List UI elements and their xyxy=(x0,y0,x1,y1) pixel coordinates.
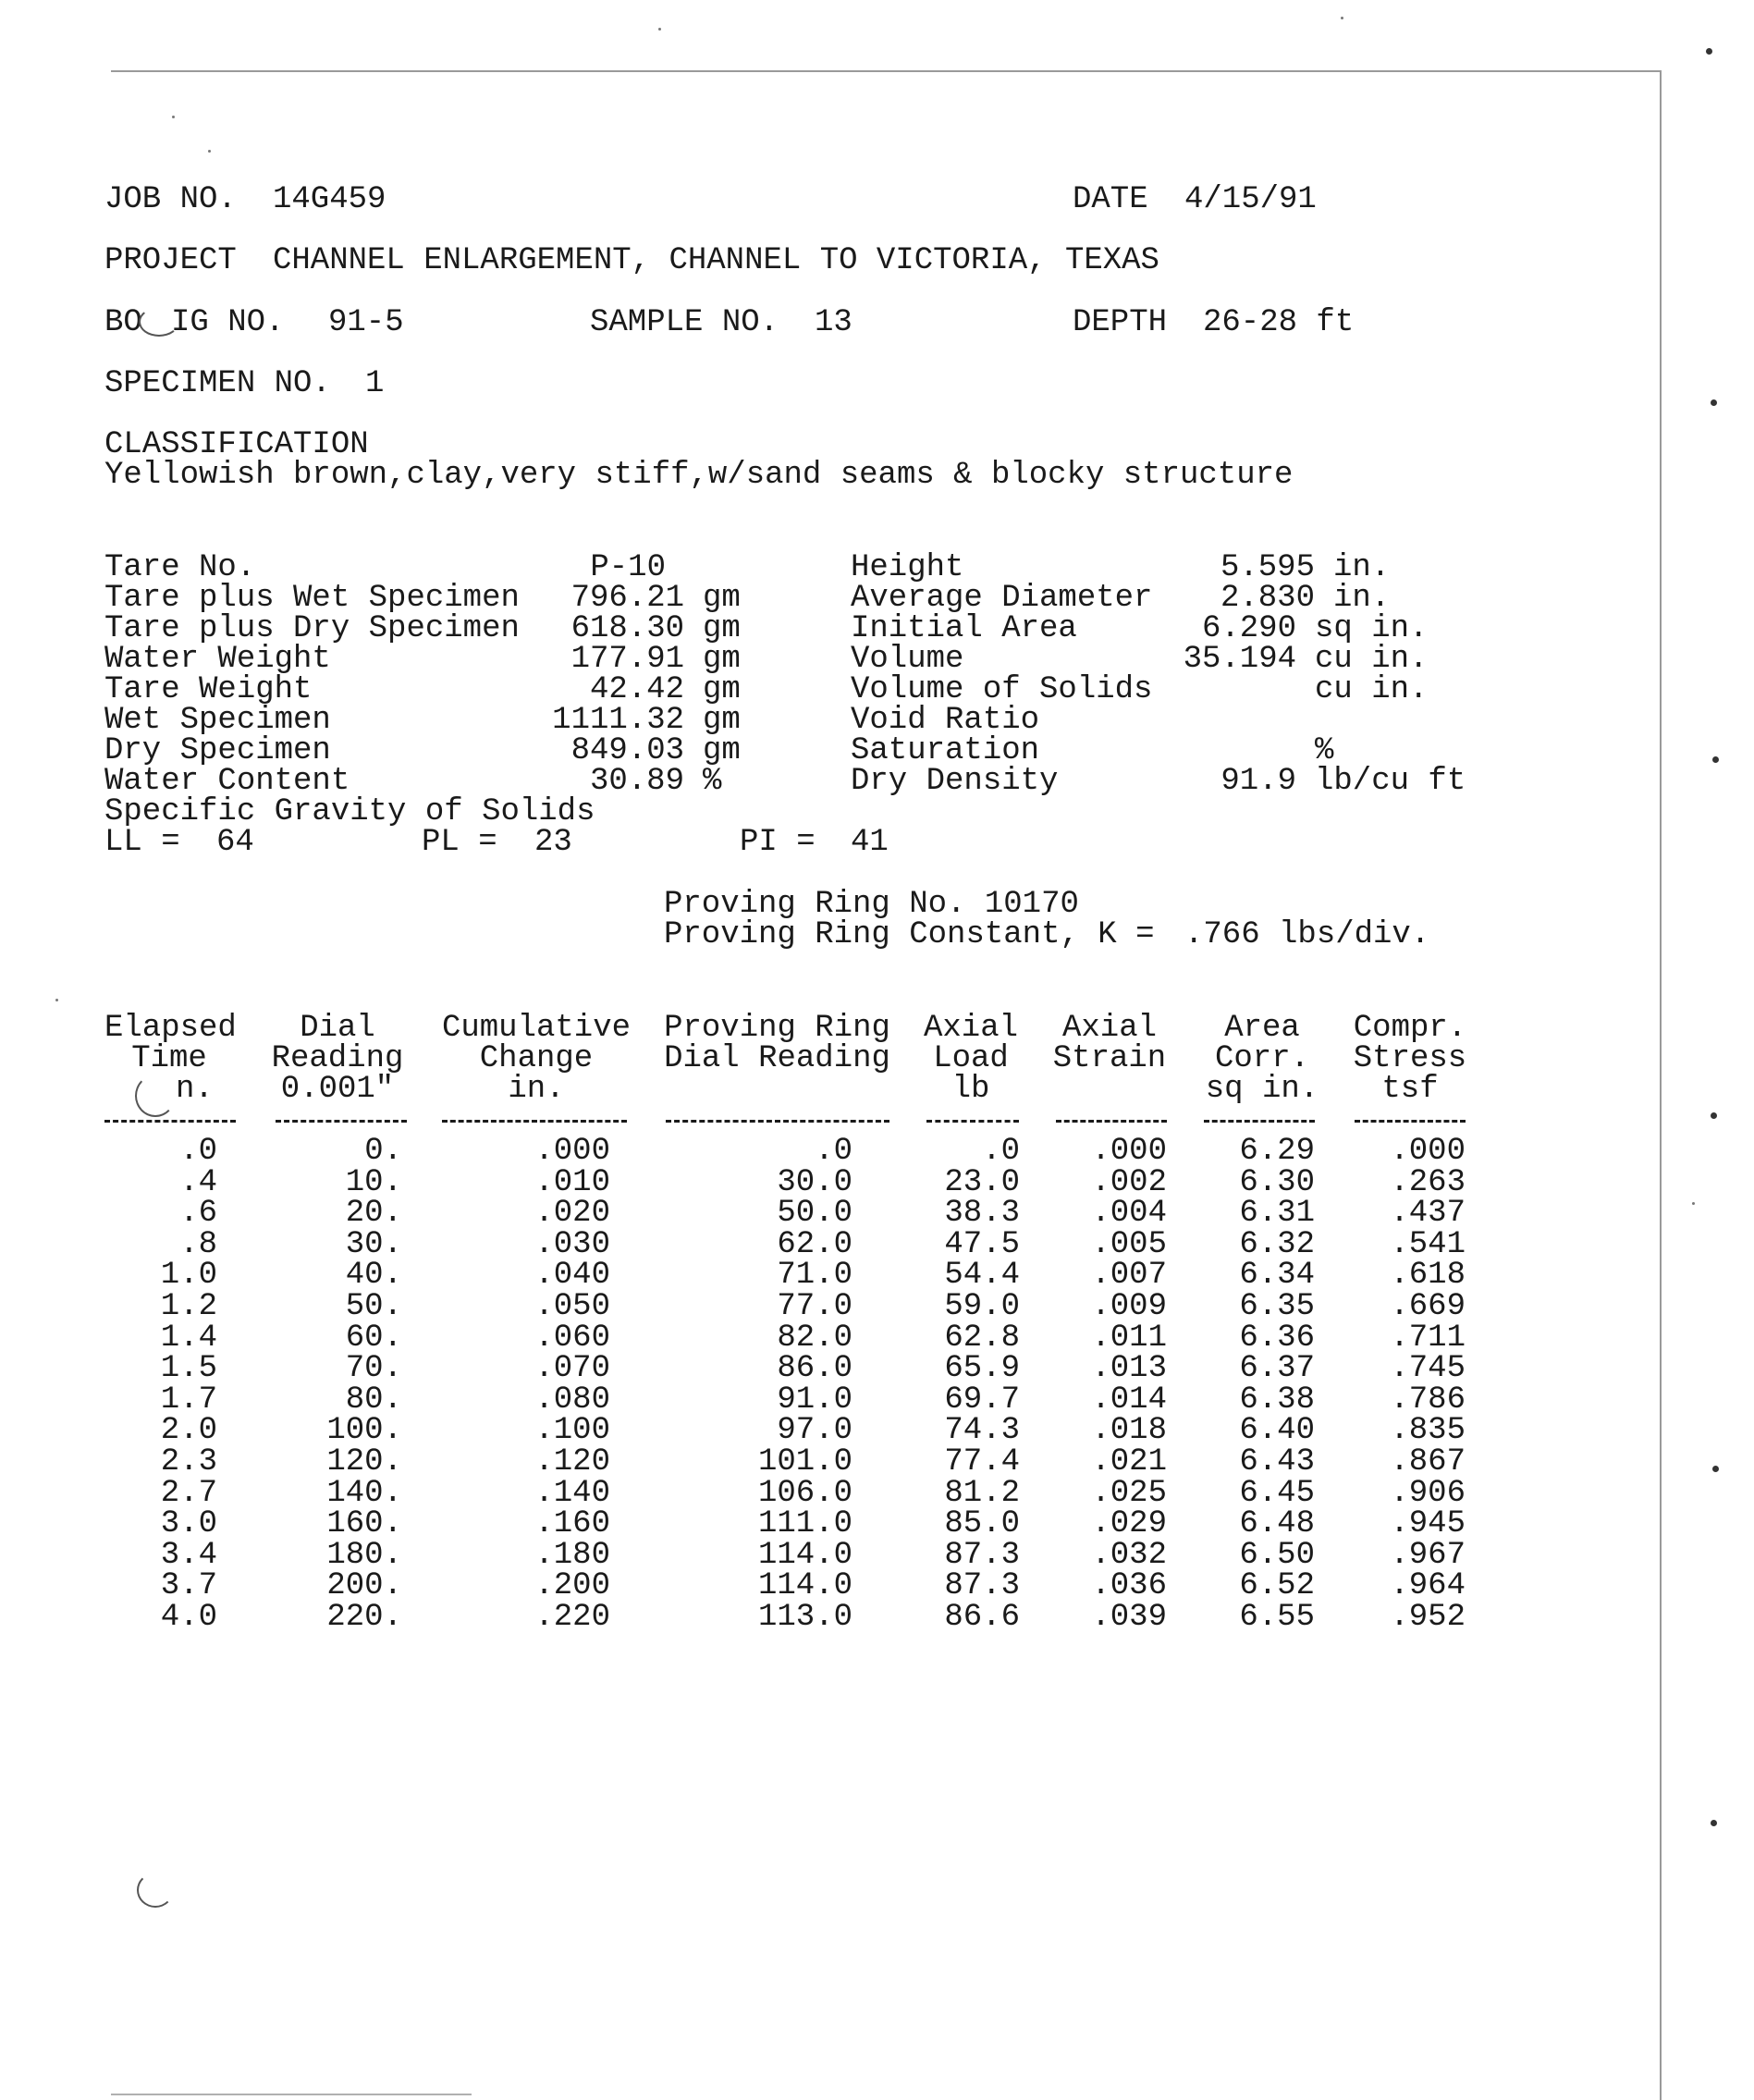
cell-elapsed-time: 2.7 xyxy=(160,1476,217,1511)
cell-cumulative-change: .180 xyxy=(534,1538,610,1573)
cell-area-corr: 6.29 xyxy=(1239,1134,1315,1169)
pl-label: PL = xyxy=(422,825,497,860)
cell-axial-load: .0 xyxy=(982,1134,1020,1169)
specific-gravity-label: Specific Gravity of Solids xyxy=(104,794,595,829)
cell-compr-stress: .786 xyxy=(1390,1382,1466,1418)
cell-compr-stress: .952 xyxy=(1390,1600,1466,1635)
property-value: 2.830 xyxy=(1220,581,1315,616)
header-rule xyxy=(1204,1120,1315,1123)
cell-proving-ring-reading: 101.0 xyxy=(757,1444,852,1480)
cell-compr-stress: .669 xyxy=(1390,1289,1466,1324)
cell-dial-reading: 50. xyxy=(345,1289,402,1324)
cell-proving-ring-reading: 82.0 xyxy=(777,1320,852,1356)
cell-compr-stress: .906 xyxy=(1390,1476,1466,1511)
cell-axial-strain: .014 xyxy=(1091,1382,1167,1418)
column-header-dial-reading: Dial xyxy=(300,1011,375,1046)
property-unit: gm xyxy=(703,581,741,616)
cell-cumulative-change: .070 xyxy=(534,1351,610,1386)
cell-proving-ring-reading: 114.0 xyxy=(757,1538,852,1573)
cell-area-corr: 6.45 xyxy=(1239,1476,1315,1511)
cell-cumulative-change: .100 xyxy=(534,1413,610,1448)
cell-cumulative-change: .030 xyxy=(534,1227,610,1262)
cell-axial-load: 47.5 xyxy=(944,1227,1020,1262)
cell-axial-load: 69.7 xyxy=(944,1382,1020,1418)
property-label: Tare No. xyxy=(104,550,256,585)
property-unit: in. xyxy=(1333,581,1391,616)
cell-elapsed-time: 3.0 xyxy=(160,1506,217,1541)
property-label: Volume xyxy=(851,642,964,677)
scan-speck xyxy=(1711,1820,1717,1826)
specimen-value: 1 xyxy=(365,366,385,401)
cell-proving-ring-reading: 106.0 xyxy=(757,1476,852,1511)
cell-elapsed-time: .8 xyxy=(179,1227,217,1262)
cell-dial-reading: 70. xyxy=(345,1351,402,1386)
property-value: 796.21 xyxy=(570,581,684,616)
cell-axial-load: 74.3 xyxy=(944,1413,1020,1448)
cell-axial-strain: .000 xyxy=(1091,1134,1167,1169)
column-header-cumulative-change: in. xyxy=(508,1072,565,1107)
header-rule xyxy=(926,1120,1019,1123)
cell-axial-strain: .039 xyxy=(1091,1600,1167,1635)
scan-smudge xyxy=(137,1873,174,1908)
depth-value: 26-28 ft xyxy=(1203,305,1355,340)
scan-speck xyxy=(1692,1202,1695,1205)
cell-cumulative-change: .040 xyxy=(534,1258,610,1293)
page-border-bottom xyxy=(111,2094,472,2095)
cell-axial-load: 62.8 xyxy=(944,1320,1020,1356)
cell-dial-reading: 220. xyxy=(326,1600,402,1635)
scan-speck xyxy=(658,28,661,31)
property-unit: in. xyxy=(1333,550,1391,585)
property-value: 1111.32 xyxy=(552,703,684,738)
cell-compr-stress: .618 xyxy=(1390,1258,1466,1293)
project-value: CHANNEL ENLARGEMENT, CHANNEL TO VICTORIA, TEXAS xyxy=(273,243,1159,278)
cell-area-corr: 6.30 xyxy=(1239,1165,1315,1200)
scan-speck xyxy=(1341,17,1343,19)
cell-axial-strain: .036 xyxy=(1091,1568,1167,1603)
cell-area-corr: 6.38 xyxy=(1239,1382,1315,1418)
cell-axial-strain: .029 xyxy=(1091,1506,1167,1541)
column-header-elapsed-time: n. xyxy=(176,1072,214,1107)
cell-proving-ring-reading: 86.0 xyxy=(777,1351,852,1386)
column-header-area-corr: Area xyxy=(1224,1011,1300,1046)
specimen-label: SPECIMEN NO. xyxy=(104,366,331,401)
cell-area-corr: 6.50 xyxy=(1239,1538,1315,1573)
pi-label: PI = xyxy=(740,825,816,860)
property-unit: cu in. xyxy=(1315,642,1429,677)
property-unit: sq in. xyxy=(1315,611,1429,646)
project-label: PROJECT xyxy=(104,243,237,278)
cell-compr-stress: .541 xyxy=(1390,1227,1466,1262)
cell-compr-stress: .745 xyxy=(1390,1351,1466,1386)
cell-dial-reading: 160. xyxy=(326,1506,402,1541)
cell-compr-stress: .711 xyxy=(1390,1320,1466,1356)
date-label: DATE xyxy=(1073,182,1148,217)
classification-value: Yellowish brown,clay,very stiff,w/sand seams & blocky structure xyxy=(104,458,1294,493)
cell-elapsed-time: 3.7 xyxy=(160,1568,217,1603)
cell-proving-ring-reading: 97.0 xyxy=(777,1413,852,1448)
property-label: Saturation xyxy=(851,733,1040,768)
cell-axial-load: 87.3 xyxy=(944,1568,1020,1603)
header-rule xyxy=(442,1120,627,1123)
property-value: 5.595 xyxy=(1220,550,1315,585)
cell-cumulative-change: .060 xyxy=(534,1320,610,1356)
proving-ring-number: Proving Ring No. 10170 xyxy=(664,887,1079,922)
cell-axial-strain: .005 xyxy=(1091,1227,1167,1262)
property-label: Water Weight xyxy=(104,642,331,677)
property-value: P-10 xyxy=(590,550,666,585)
column-header-axial-strain: Strain xyxy=(1052,1041,1167,1076)
column-header-axial-load: Load xyxy=(933,1041,1009,1076)
proving-ring-constant-label: Proving Ring Constant, K = xyxy=(664,917,1155,952)
cell-area-corr: 6.35 xyxy=(1239,1289,1315,1324)
property-unit: cu in. xyxy=(1315,672,1429,707)
header-rule xyxy=(666,1120,889,1123)
cell-compr-stress: .437 xyxy=(1390,1196,1466,1231)
cell-axial-strain: .011 xyxy=(1091,1320,1167,1356)
cell-compr-stress: .835 xyxy=(1390,1413,1466,1448)
column-header-compr-stress: tsf xyxy=(1381,1072,1439,1107)
cell-dial-reading: 180. xyxy=(326,1538,402,1573)
cell-area-corr: 6.36 xyxy=(1239,1320,1315,1356)
sample-value: 13 xyxy=(815,305,852,340)
cell-area-corr: 6.32 xyxy=(1239,1227,1315,1262)
column-header-axial-strain: Axial xyxy=(1061,1011,1158,1046)
scan-speck xyxy=(55,999,58,1001)
cell-area-corr: 6.48 xyxy=(1239,1506,1315,1541)
cell-axial-strain: .018 xyxy=(1091,1413,1167,1448)
property-unit: gm xyxy=(703,611,741,646)
column-header-proving-ring: Dial Reading xyxy=(664,1041,890,1076)
column-header-area-corr: sq in. xyxy=(1205,1072,1319,1107)
cell-proving-ring-reading: 111.0 xyxy=(757,1506,852,1541)
cell-elapsed-time: 3.4 xyxy=(160,1538,217,1573)
column-header-axial-load: Axial xyxy=(923,1011,1019,1046)
cell-area-corr: 6.55 xyxy=(1239,1600,1315,1635)
header-smudge xyxy=(135,1075,176,1117)
cell-dial-reading: 120. xyxy=(326,1444,402,1480)
column-header-compr-stress: Stress xyxy=(1353,1041,1467,1076)
cell-axial-load: 23.0 xyxy=(944,1165,1020,1200)
cell-axial-strain: .025 xyxy=(1091,1476,1167,1511)
scan-speck xyxy=(172,116,175,118)
cell-area-corr: 6.40 xyxy=(1239,1413,1315,1448)
cell-compr-stress: .000 xyxy=(1390,1134,1466,1169)
cell-proving-ring-reading: .0 xyxy=(815,1134,852,1169)
cell-compr-stress: .967 xyxy=(1390,1538,1466,1573)
column-header-cumulative-change: Change xyxy=(479,1041,594,1076)
boring-label-start: BO xyxy=(104,305,142,340)
cell-proving-ring-reading: 77.0 xyxy=(777,1289,852,1324)
cell-area-corr: 6.37 xyxy=(1239,1351,1315,1386)
property-label: Volume of Solids xyxy=(851,672,1153,707)
cell-elapsed-time: 4.0 xyxy=(160,1600,217,1635)
cell-axial-strain: .009 xyxy=(1091,1289,1167,1324)
column-header-elapsed-time: Time xyxy=(131,1041,207,1076)
cell-elapsed-time: 1.5 xyxy=(160,1351,217,1386)
cell-proving-ring-reading: 71.0 xyxy=(777,1258,852,1293)
cell-cumulative-change: .160 xyxy=(534,1506,610,1541)
boring-label-end: IG NO. xyxy=(171,305,285,340)
classification-label: CLASSIFICATION xyxy=(104,427,369,462)
scan-speck xyxy=(1711,399,1717,406)
header-rule xyxy=(104,1120,236,1123)
ll-value: 64 xyxy=(216,825,254,860)
scan-speck xyxy=(208,150,211,153)
scan-speck xyxy=(1711,1112,1717,1119)
cell-proving-ring-reading: 50.0 xyxy=(777,1196,852,1231)
cell-area-corr: 6.31 xyxy=(1239,1196,1315,1231)
property-label: Water Content xyxy=(104,764,350,799)
cell-axial-strain: .021 xyxy=(1091,1444,1167,1480)
cell-dial-reading: 20. xyxy=(345,1196,402,1231)
cell-elapsed-time: 2.3 xyxy=(160,1444,217,1480)
property-unit: gm xyxy=(703,642,741,677)
pi-value: 41 xyxy=(851,825,889,860)
ll-label: LL = xyxy=(104,825,180,860)
cell-axial-load: 77.4 xyxy=(944,1444,1020,1480)
column-header-proving-ring: Proving Ring xyxy=(664,1011,890,1046)
cell-compr-stress: .964 xyxy=(1390,1568,1466,1603)
property-label: Tare Weight xyxy=(104,672,313,707)
cell-proving-ring-reading: 30.0 xyxy=(777,1165,852,1200)
property-label: Dry Specimen xyxy=(104,733,331,768)
pl-value: 23 xyxy=(534,825,572,860)
cell-axial-load: 87.3 xyxy=(944,1538,1020,1573)
cell-proving-ring-reading: 113.0 xyxy=(757,1600,852,1635)
cell-elapsed-time: .4 xyxy=(179,1165,217,1200)
cell-cumulative-change: .220 xyxy=(534,1600,610,1635)
cell-dial-reading: 30. xyxy=(345,1227,402,1262)
property-label: Initial Area xyxy=(851,611,1077,646)
depth-label: DEPTH xyxy=(1073,305,1168,340)
cell-axial-load: 86.6 xyxy=(944,1600,1020,1635)
scan-speck xyxy=(1706,48,1712,55)
cell-elapsed-time: .6 xyxy=(179,1196,217,1231)
cell-axial-strain: .002 xyxy=(1091,1165,1167,1200)
property-label: Void Ratio xyxy=(851,703,1040,738)
property-value: 177.91 xyxy=(570,642,684,677)
cell-proving-ring-reading: 62.0 xyxy=(777,1227,852,1262)
property-unit: lb/cu ft xyxy=(1315,764,1466,799)
property-unit: gm xyxy=(703,703,741,738)
property-value: 35.194 xyxy=(1183,642,1296,677)
scan-speck xyxy=(1712,756,1719,763)
cell-axial-load: 85.0 xyxy=(944,1506,1020,1541)
cell-cumulative-change: .120 xyxy=(534,1444,610,1480)
cell-cumulative-change: .010 xyxy=(534,1165,610,1200)
property-label: Dry Density xyxy=(851,764,1059,799)
cell-cumulative-change: .020 xyxy=(534,1196,610,1231)
cell-cumulative-change: .050 xyxy=(534,1289,610,1324)
cell-dial-reading: 100. xyxy=(326,1413,402,1448)
cell-axial-load: 38.3 xyxy=(944,1196,1020,1231)
column-header-axial-load: lb xyxy=(951,1072,990,1107)
property-label: Wet Specimen xyxy=(104,703,331,738)
property-value: 849.03 xyxy=(570,733,684,768)
scan-speck xyxy=(1712,1466,1719,1472)
cell-dial-reading: 140. xyxy=(326,1476,402,1511)
column-header-dial-reading: 0.001" xyxy=(280,1072,395,1107)
cell-axial-strain: .004 xyxy=(1091,1196,1167,1231)
cell-cumulative-change: .080 xyxy=(534,1382,610,1418)
cell-area-corr: 6.34 xyxy=(1239,1258,1315,1293)
column-header-cumulative-change: Cumulative xyxy=(441,1011,632,1046)
cell-cumulative-change: .140 xyxy=(534,1476,610,1511)
page-border-right xyxy=(1660,70,1662,2100)
cell-proving-ring-reading: 91.0 xyxy=(777,1382,852,1418)
job-value: 14G459 xyxy=(273,182,386,217)
header-rule xyxy=(1355,1120,1466,1123)
cell-dial-reading: 10. xyxy=(345,1165,402,1200)
cell-dial-reading: 60. xyxy=(345,1320,402,1356)
cell-elapsed-time: .0 xyxy=(179,1134,217,1169)
property-value: 91.9 xyxy=(1220,764,1296,799)
column-header-compr-stress: Compr. xyxy=(1353,1011,1467,1046)
cell-dial-reading: 0. xyxy=(364,1134,402,1169)
cell-axial-strain: .032 xyxy=(1091,1538,1167,1573)
job-label: JOB NO. xyxy=(104,182,237,217)
cell-elapsed-time: 1.4 xyxy=(160,1320,217,1356)
proving-ring-constant-value: .766 lbs/div. xyxy=(1184,917,1430,952)
cell-axial-strain: .007 xyxy=(1091,1258,1167,1293)
cell-area-corr: 6.52 xyxy=(1239,1568,1315,1603)
cell-elapsed-time: 2.0 xyxy=(160,1413,217,1448)
cell-cumulative-change: .000 xyxy=(534,1134,610,1169)
cell-compr-stress: .867 xyxy=(1390,1444,1466,1480)
cell-dial-reading: 40. xyxy=(345,1258,402,1293)
property-label: Average Diameter xyxy=(851,581,1153,616)
property-label: Tare plus Dry Specimen xyxy=(104,611,520,646)
property-value: 30.89 xyxy=(589,764,684,799)
property-unit: gm xyxy=(703,672,741,707)
column-header-elapsed-time: Elapsed xyxy=(104,1011,237,1046)
sample-label: SAMPLE NO. xyxy=(590,305,779,340)
date-value: 4/15/91 xyxy=(1184,182,1317,217)
property-label: Tare plus Wet Specimen xyxy=(104,581,520,616)
cell-axial-load: 65.9 xyxy=(944,1351,1020,1386)
cell-axial-strain: .013 xyxy=(1091,1351,1167,1386)
cell-axial-load: 81.2 xyxy=(944,1476,1020,1511)
cell-area-corr: 6.43 xyxy=(1239,1444,1315,1480)
cell-elapsed-time: 1.2 xyxy=(160,1289,217,1324)
property-unit: % xyxy=(703,764,722,799)
cell-axial-load: 54.4 xyxy=(944,1258,1020,1293)
property-unit: gm xyxy=(703,733,741,768)
property-label: Height xyxy=(851,550,964,585)
property-value: 618.30 xyxy=(570,611,684,646)
property-unit: % xyxy=(1315,733,1334,768)
page-border-top xyxy=(111,70,1660,72)
column-header-dial-reading: Reading xyxy=(271,1041,404,1076)
property-value: 6.290 xyxy=(1201,611,1296,646)
column-header-area-corr: Corr. xyxy=(1214,1041,1310,1076)
boring-value: 91-5 xyxy=(328,305,404,340)
cell-dial-reading: 200. xyxy=(326,1568,402,1603)
cell-compr-stress: .945 xyxy=(1390,1506,1466,1541)
cell-cumulative-change: .200 xyxy=(534,1568,610,1603)
cell-compr-stress: .263 xyxy=(1390,1165,1466,1200)
cell-proving-ring-reading: 114.0 xyxy=(757,1568,852,1603)
cell-dial-reading: 80. xyxy=(345,1382,402,1418)
header-rule xyxy=(276,1120,407,1123)
cell-elapsed-time: 1.0 xyxy=(160,1258,217,1293)
header-rule xyxy=(1056,1120,1167,1123)
property-value: 42.42 xyxy=(589,672,684,707)
cell-elapsed-time: 1.7 xyxy=(160,1382,217,1418)
cell-axial-load: 59.0 xyxy=(944,1289,1020,1324)
